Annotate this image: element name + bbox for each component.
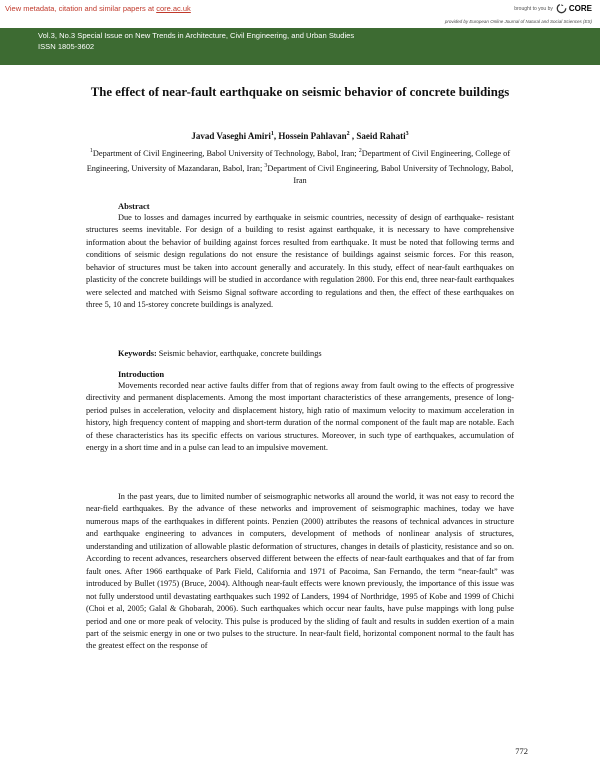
core-logo-text: CORE [568,4,592,13]
affil-text: Department of Civil Engineering, Babol University of Technology, Babol, Iran; [92,148,359,158]
core-link-prefix: View metadata, citation and similar papers at [5,4,155,13]
core-link-url[interactable]: core.ac.uk [156,4,191,13]
author-name: Hossein Pahlavan [278,131,347,141]
page-number: 772 [515,746,528,756]
journal-issn: ISSN 1805-3602 [38,42,95,51]
affil-text: Department of Civil Engineering, College of Engineering, University of Mazandaran, Babol, Iran; [86,148,511,173]
abstract-heading: Abstract [118,201,150,211]
core-logo-icon [556,3,567,14]
core-metadata-link[interactable] [5,4,191,13]
keywords-text: Seismic behavior, earthquake, concrete buildings [158,349,322,358]
author-name: Javad Vaseghi Amiri [191,131,271,141]
affil-text: Department of Civil Engineering, Babol University of Technology, Babol, Iran [267,163,514,186]
brought-by-label: brought to you by [514,5,553,12]
keywords [118,349,322,358]
author-sup: 1 [270,131,274,137]
affiliations [86,145,514,188]
affil-sup: 1 [89,148,93,154]
abstract-body: Due to losses and damages incurred by earthquake in seismic countries, necessity of design of earthquake- resistant structures seems inevitable. For design of a building to resist against earthquake, it is necessary to have comprehensive information about the behavior of building against forces resulted from earthquake. It must be noted that following terms and conditions of seismic design regulations do not ensure the resistance of buildings against seismic forces. For this reason, behavior of structures must be taken into account generally and accurately. In this study, effect of near-fault earthquakes on plasticity of the concrete buildings will be studied in accordance with regulation 2800. For this end, three near-fault earthquakes were selected and matched with Seismo Signal software according to regulations and then, the effect of these earthquakes on three 5, 10 and 15-storey concrete buildings is analyzed. [86,213,514,310]
keywords-label: Keywords: [118,349,157,358]
affil-sup: 3 [264,163,268,170]
provided-by: provided by European Online Journal of Natural and Social Sciences (ES) [444,19,592,24]
author-name: Saeid Rahati [356,131,406,141]
paper-title: The effect of near-fault earthquake on seismic behavior of concrete buildings [90,85,510,99]
author-list: Javad Vaseghi Amiri$^1$, Hossein Pahlavan$^2$ , Saeid Rahati$^3$ [191,131,409,141]
core-logo[interactable] [556,3,592,14]
intro-paragraph-1: Movements recorded near active faults differ from that of regions away from fault owing to the effects of progressive directivity and permanent displacements. Among the most important characteristics of these arrangements, presence of long-period pulses in acceleration, velocity and displacement history, high ratio of maximum velocity to maximum acceleration in history, high frequency content of mapping and short-term duration of the normal component of the fault map are notable. Each of these characteristics has its specific effects on various structures. Moreover, in such type of earthquakes, accumulation of energy in a short time and in a pulse can lead to an impulsive movement. [86,381,514,453]
brought-by [514,3,592,14]
core-header-bar [0,0,600,30]
journal-issue: Vol.3, No.3 Special Issue on New Trends in Architecture, Civil Engineering, and Urban Studies [38,31,355,40]
intro-paragraph-2: In the past years, due to limited number of seismographic networks all around the world, it was not easy to record the near-field earthquakes. By the advance of these networks and improvement of seismographic machines, today we have numerous maps of the earthquakes in different points. Penzien (2000) attributes the reasons of technical advances in structure and earthquake engineering to advances in computers, development of methods of nonlinear analysis of structures, understanding and utilization of allowable plastic deformation of structures, changes in details of plasticity, resistance and so on. According to recent advances, researchers observed different between the effects of near-fault earthquakes and that of far from fault ones. After 1966 earthquake of Park Field, California and 1971 of Pacoima, San Fernando, the term “near-fault” was introduced by Bullet (1975) (Bruce, 2004). Although near-fault effects were known previously, the importance of this issue was not fully understood until devastating earthquakes such 1992 of Landers, 1994 of Northridge, 1995 of Kobe and 1999 of Chichi (Choi et al, 2005; Galal & Ghobarah, 2006). Such earthquakes which occur near faults, have pulse mappings with long pulse period and one or more peak of velocity. This pulse is produced by the sliding of fault and results in sudden exertion of a main part of the seismic energy in one or two pulses to the structure. In near-fault field, horizontal component normal to the fault has the greatest effect on the response of [86,492,514,651]
author-sup: 2 [346,131,350,137]
author-sup: 3 [405,131,409,137]
affil-sup: 2 [358,148,362,154]
introduction-heading: Introduction [118,369,165,379]
